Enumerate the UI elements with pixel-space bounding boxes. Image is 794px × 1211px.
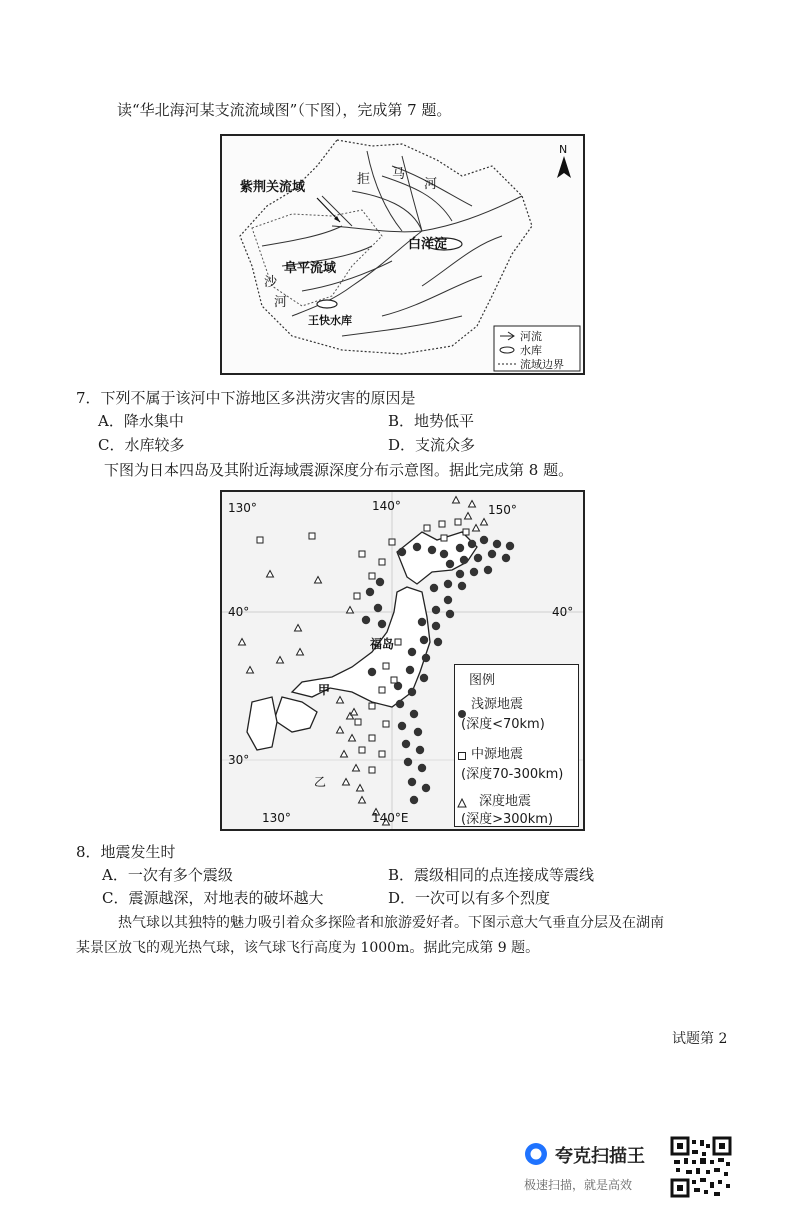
q9-intro-line1: 热气球以其独特的魅力吸引着众多探险者和旅游爱好者。下图示意大气垂直分层及在湖南: [118, 915, 664, 931]
deep-quake-marker: [247, 667, 254, 674]
shallow-quake-marker: [422, 654, 430, 662]
shallow-quake-marker: [398, 548, 406, 556]
shallow-quake-marker: [456, 570, 464, 578]
q7-option-d: D．支流众多: [388, 436, 476, 454]
river-basin-map: [220, 134, 585, 375]
tick-top-130: 130°: [228, 501, 257, 515]
q8-option-c: C．震源越深，对地表的破坏越大: [102, 889, 324, 907]
deep-quake-marker: [465, 513, 472, 520]
middle-quake-marker: [439, 521, 445, 527]
middle-quake-marker: [369, 573, 375, 579]
qr-code-icon: [670, 1136, 732, 1198]
legend-shallow-depth: (深度<70km): [461, 717, 545, 732]
deep-quake-marker: [359, 797, 366, 804]
shallow-quake-marker: [362, 616, 370, 624]
q7-option-a: A．降水集中: [98, 412, 184, 430]
shallow-quake-marker: [456, 544, 464, 552]
tick-top-140: 140°: [372, 499, 401, 513]
middle-quake-marker: [257, 537, 263, 543]
deep-quake-marker: [351, 709, 358, 716]
shallow-quake-marker: [416, 746, 424, 754]
middle-quake-marker: [379, 559, 385, 565]
watermark-brand: 夸克扫描王: [555, 1146, 645, 1167]
japan-earthquake-map: [220, 490, 585, 831]
shallow-quake-marker: [440, 550, 448, 558]
shallow-quake-marker: [432, 622, 440, 630]
sub-basin-boundary: [252, 210, 382, 306]
shallow-quake-marker: [444, 596, 452, 604]
deep-quake-marker: [337, 697, 344, 704]
tick-top-150: 150°: [488, 503, 517, 517]
shallow-quake-marker: [410, 796, 418, 804]
shallow-quake-marker: [434, 638, 442, 646]
legend-middle: 中源地震: [471, 747, 524, 762]
page-number: 试题第 2: [672, 1031, 728, 1047]
intro-q7: 读“华北海河某支流流域图”（下图），完成第 7 题。: [117, 101, 452, 119]
north-label: N: [559, 143, 568, 156]
shallow-quake-marker: [444, 580, 452, 588]
deep-quake-marker: [295, 625, 302, 632]
tick-right-40: 40°: [552, 605, 574, 619]
basin-boundary: [240, 140, 532, 354]
wangkuai-reservoir-shape: [317, 300, 337, 308]
legend-river-label: 河流: [520, 330, 542, 343]
middle-quake-marker: [355, 719, 361, 725]
shikoku-shape: [274, 697, 317, 732]
middle-quake-marker: [389, 539, 395, 545]
label-zijingguan: 紫荆关流域: [240, 180, 306, 195]
middle-quake-marker: [369, 767, 375, 773]
middle-quake-marker: [379, 687, 385, 693]
shallow-quake-marker: [418, 764, 426, 772]
shallow-quake-marker: [408, 648, 416, 656]
label-wangkuai: 王快水库: [308, 314, 352, 327]
middle-quake-marker: [309, 533, 315, 539]
tick-left-40: 40°: [228, 605, 250, 619]
shallow-quake-marker: [460, 556, 468, 564]
shallow-quake-marker: [446, 560, 454, 568]
shallow-quake-marker: [408, 778, 416, 786]
shallow-quake-marker: [410, 710, 418, 718]
q8-option-d: D．一次可以有多个烈度: [388, 889, 551, 907]
deep-quake-icon: [457, 798, 467, 808]
middle-quake-marker: [379, 751, 385, 757]
middle-quake-marker: [455, 519, 461, 525]
shallow-quake-marker: [408, 688, 416, 696]
shallow-quake-marker: [493, 540, 501, 548]
middle-quake-marker: [369, 735, 375, 741]
shallow-quake-marker: [484, 566, 492, 574]
kyushu-shape: [247, 697, 277, 750]
legend-shallow: 浅源地震: [471, 697, 524, 712]
shallow-quake-marker: [488, 550, 496, 558]
watermark-slogan: 极速扫描，就是高效: [524, 1178, 633, 1192]
deep-quake-marker: [453, 497, 460, 504]
shallow-quake-marker: [368, 668, 376, 676]
middle-quake-marker: [354, 593, 360, 599]
shallow-quake-marker: [432, 606, 440, 614]
deep-quake-marker: [481, 519, 488, 526]
shallow-quake-marker: [468, 540, 476, 548]
shallow-quake-marker: [378, 620, 386, 628]
legend-boundary-label: 流域边界: [520, 358, 564, 371]
shallow-quake-marker: [502, 554, 510, 562]
middle-quake-marker: [383, 721, 389, 727]
label-sha: 沙: [264, 275, 278, 290]
quark-logo-icon: [524, 1142, 548, 1166]
deep-quake-marker: [347, 607, 354, 614]
label-he1: 河: [424, 177, 438, 192]
river-basin-map-svg: [222, 136, 583, 373]
north-arrow-icon: [557, 156, 571, 178]
middle-quake-marker: [383, 663, 389, 669]
shallow-quake-marker: [422, 784, 430, 792]
tick-bottom-130: 130°: [262, 811, 291, 825]
shallow-quake-marker: [418, 618, 426, 626]
shallow-quake-marker: [446, 610, 454, 618]
deep-quake-marker: [473, 525, 480, 532]
shallow-quake-marker: [474, 554, 482, 562]
middle-quake-marker: [441, 535, 447, 541]
shallow-quake-marker: [406, 666, 414, 674]
q7-stem: 7．下列不属于该河中下游地区多洪涝灾害的原因是: [76, 389, 416, 407]
shallow-quake-marker: [506, 542, 514, 550]
legend-middle-depth: (深度70-300km): [461, 767, 564, 782]
label-ma: 马: [392, 167, 406, 182]
legend-deep: 深度地震: [479, 794, 532, 809]
label-yi: 乙: [314, 775, 327, 789]
shallow-quake-marker: [366, 588, 374, 596]
shallow-quake-marker: [420, 636, 428, 644]
deep-quake-marker: [343, 779, 350, 786]
middle-quake-marker: [359, 747, 365, 753]
shallow-quake-marker: [376, 578, 384, 586]
shallow-quake-marker: [404, 758, 412, 766]
q8-option-a: A．一次有多个震级: [102, 866, 233, 884]
shallow-quake-marker: [398, 722, 406, 730]
shallow-quake-marker: [430, 584, 438, 592]
map2-legend: [454, 664, 579, 827]
q7-option-b: B．地势低平: [388, 412, 475, 430]
deep-quake-marker: [297, 649, 304, 656]
deep-quake-marker: [469, 501, 476, 508]
deep-quake-marker: [239, 639, 246, 646]
shallow-quake-marker: [420, 674, 428, 682]
middle-quake-marker: [395, 639, 401, 645]
legend-title: 图例: [469, 673, 496, 688]
tick-bottom-140: 140°E: [372, 811, 409, 825]
middle-quake-marker: [391, 677, 397, 683]
shallow-quake-marker: [470, 568, 478, 576]
middle-quake-marker: [369, 703, 375, 709]
middle-quake-marker: [424, 525, 430, 531]
q7-option-c: C．水库较多: [98, 436, 185, 454]
label-fudao: 福岛: [370, 637, 395, 651]
shallow-quake-marker: [402, 740, 410, 748]
deep-quake-marker: [337, 727, 344, 734]
legend-reservoir-icon: [500, 347, 514, 353]
deep-quake-marker: [357, 785, 364, 792]
shallow-quake-marker: [414, 728, 422, 736]
middle-quake-icon: [457, 751, 467, 761]
label-fuping: 阜平流域: [284, 261, 337, 276]
deep-quake-marker: [353, 765, 360, 772]
tick-left-30: 30°: [228, 753, 250, 767]
shallow-quake-marker: [396, 700, 404, 708]
legend-deep-depth: (深度>300km): [461, 812, 554, 827]
q8-option-b: B．震级相同的点连接成等震线: [388, 866, 595, 884]
shallow-quake-marker: [413, 543, 421, 551]
deep-quake-marker: [267, 571, 274, 578]
middle-quake-marker: [359, 551, 365, 557]
shallow-quake-marker: [374, 604, 382, 612]
shallow-quake-marker: [458, 582, 466, 590]
deep-quake-marker: [315, 577, 322, 584]
label-he2: 河: [274, 295, 288, 310]
label-jia: 甲: [318, 683, 331, 697]
label-ju: 拒: [357, 172, 371, 187]
legend-reservoir-label: 水库: [520, 344, 542, 357]
q8-stem: 8．地震发生时: [76, 843, 176, 861]
q9-intro-line2: 某景区放飞的观光热气球，该气球飞行高度为 1000m。据此完成第 9 题。: [76, 940, 540, 956]
middle-quake-marker: [463, 529, 469, 535]
shallow-quake-marker: [428, 546, 436, 554]
deep-quake-marker: [277, 657, 284, 664]
shallow-quake-marker: [480, 536, 488, 544]
deep-quake-marker: [349, 735, 356, 742]
label-baiyangdian: 白洋淀: [408, 237, 448, 252]
intro-q8: 下图为日本四岛及其附近海域震源深度分布示意图。据此完成第 8 题。: [104, 461, 574, 479]
deep-quake-marker: [341, 751, 348, 758]
